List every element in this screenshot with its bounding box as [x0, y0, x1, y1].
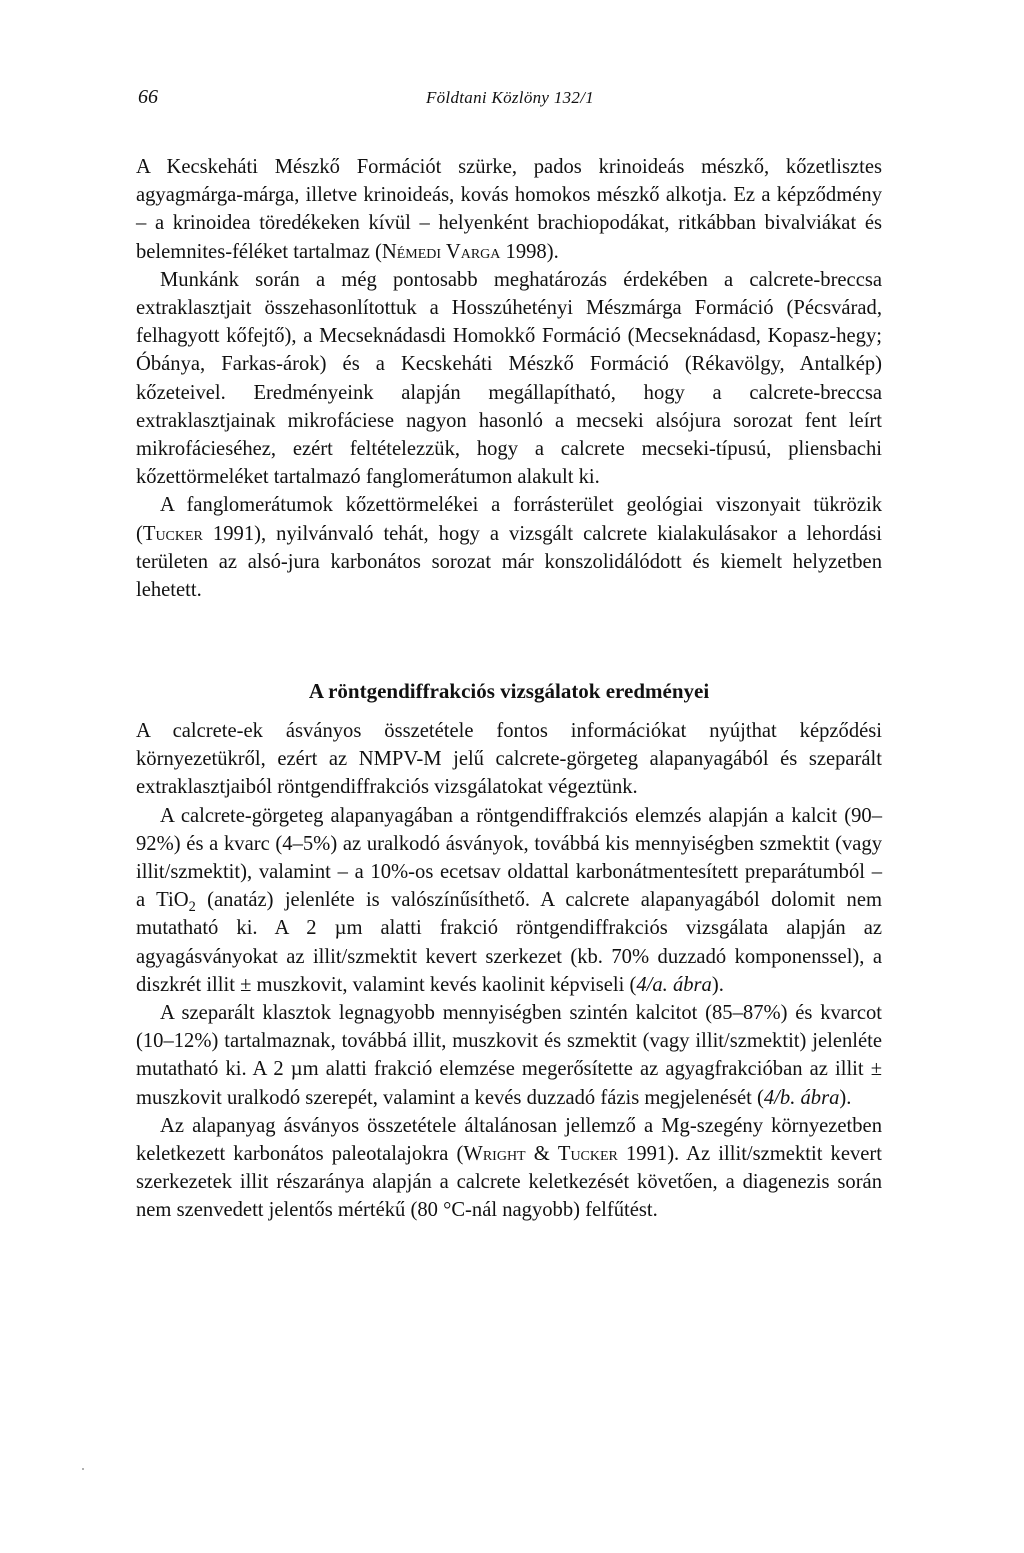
- text-block-top: [136, 153, 882, 604]
- scan-speck: [82, 1468, 84, 1470]
- journal-running-head: Földtani Közlöny 132/1: [425, 88, 595, 107]
- paragraph-6-end: ).: [839, 1086, 852, 1109]
- paragraph-5-start: A calcrete-görgeteg alapanyagában a röntgendiffrakciós elemzés alapján a kalcit (90–92%) és a kvarc (4–5%) az uralkodó ásványok, továbbá kis mennyiségben szmektit (vagy illit/szmektit), valamint – a 10%-os ecetsav oldattal karbonátmentesített preparátumból – a TiO: [136, 804, 882, 912]
- paragraph-1-text: A Kecskeháti Mészkő Formációt szürke, pados krinoideás mészkő, kőzetlisztes agyagmárga-márga, illetve krinoideás, kovás homokos mészkő alkotja. Ez a képződmény – a krinoidea töredékeken kívül – helyenként brachiopodákat, ritkábban bivalviákat és belemnites-féléket tartalmaz (: [136, 156, 882, 263]
- paragraph-3: [136, 491, 882, 604]
- subscript: 2: [188, 899, 196, 916]
- paragraph-6-start: A szeparált klasztok legnagyobb mennyiségben szintén kalcitot (85–87%) és kvarcot (10–12%) tartalmaznak, továbbá illit, muszkovit és szmektit (vagy illit/szmektit) jelenléte mutatható ki. A 2 µm alatti frakció elemzése megerősítette az agyagfrakcióban az illit ± muszkovit uralkodó szerepét, valamint a kevés duzzadó fázis megjelenését (: [136, 1002, 882, 1109]
- page-number: 66: [138, 86, 158, 108]
- page-header: [138, 86, 882, 116]
- paragraph-1-end: 1998).: [500, 240, 559, 263]
- citation-author: Némedi Varga: [381, 240, 501, 263]
- paragraph-2: Munkánk során a még pontosabb meghatározás érdekében a calcrete-breccsa extraklasztjait összehasonlítottuk a Hosszúhetényi Mészmárga Formáció (Pécsvárad, felhagyott kőfejtő), a Mecseknádasdi Homokkő Formáció (Mecseknádasd, Kopasz-hegy; Óbánya, Farkas-árok) és a Kecskeháti Mészkő Formáció (Rékavölgy, Antalkép) kőzeteivel. Eredményeink alapján megállapítható, hogy a calcrete-breccsa extraklasztjainak mikrofáciese nagyon hasonló a mecseki alsójura sorozat fent leírt mikrofácieséhez, ezért feltételezzük, hogy a calcrete mecseki-típusú, pliensbachi kőzettörmeléket tartalmazó fanglomerátumon alakult ki.: [136, 268, 882, 489]
- paragraph-5-end: ).: [711, 973, 724, 996]
- citation-author: Tucker: [142, 522, 203, 545]
- paragraph-5: [136, 802, 882, 999]
- paragraph-3-start: A fanglomerátumok kőzettörmelékei a forrásterület geológiai viszonyait tükrözik (: [136, 494, 882, 545]
- citation-author: Tucker: [557, 1143, 618, 1166]
- ampersand: &: [525, 1143, 558, 1166]
- paragraph-6: [136, 999, 882, 1112]
- citation-author: Wright: [463, 1143, 526, 1166]
- paragraph-3-end: 1991), nyilvánvaló tehát, hogy a vizsgált calcrete kialakulásakor a lehordási területen az alsó-jura karbonátos sorozat már konszolidálódott és kiemelt helyzetben lehetett.: [136, 522, 882, 602]
- text-block-bottom: [136, 717, 882, 1225]
- paragraph-7-start: Az alapanyag ásványos összetétele általánosan jellemző a Mg-szegény környezetben keletkezett karbonátos paleotalajokra (: [136, 1114, 882, 1166]
- paragraph-1: [136, 153, 882, 266]
- paragraph-4: A calcrete-ek ásványos összetétele fontos információkat nyújthat képződési környezetükről, ezért az NMPV-M jelű calcrete-görgeteg alapanyagából és szeparált extraklasztjaiból röntgendiffrakciós vizsgálatokat végeztünk.: [136, 720, 882, 799]
- paragraph-7-end: 1991). Az illit/szmektit kevert szerkezetek illit részaránya alapján a calcrete keletkezését követően, a diagenezis során nem szenvedett jelentős mértékű (80 °C-nál nagyobb) felfűtést.: [136, 1143, 882, 1222]
- figure-reference: 4/a. ábra: [636, 973, 712, 996]
- paragraph-7: [136, 1112, 882, 1225]
- figure-reference: 4/b. ábra: [763, 1086, 840, 1109]
- paragraph-5-mid: (anatáz) jelenléte is valószínűsíthető. A calcrete alapanyagából dolomit nem mutatható ki. A 2 µm alatti frakció röntgendiffrakciós vizsgálata alapján az agyagásványokat az illit/szmektit kevert szerkezet (kb. 70% duzzadó komponenssel), a diszkrét illit ± muszkovit, valamint kevés kaolinit képviseli (: [136, 889, 882, 996]
- section-heading: A röntgendiffrakciós vizsgálatok eredményei: [308, 679, 710, 703]
